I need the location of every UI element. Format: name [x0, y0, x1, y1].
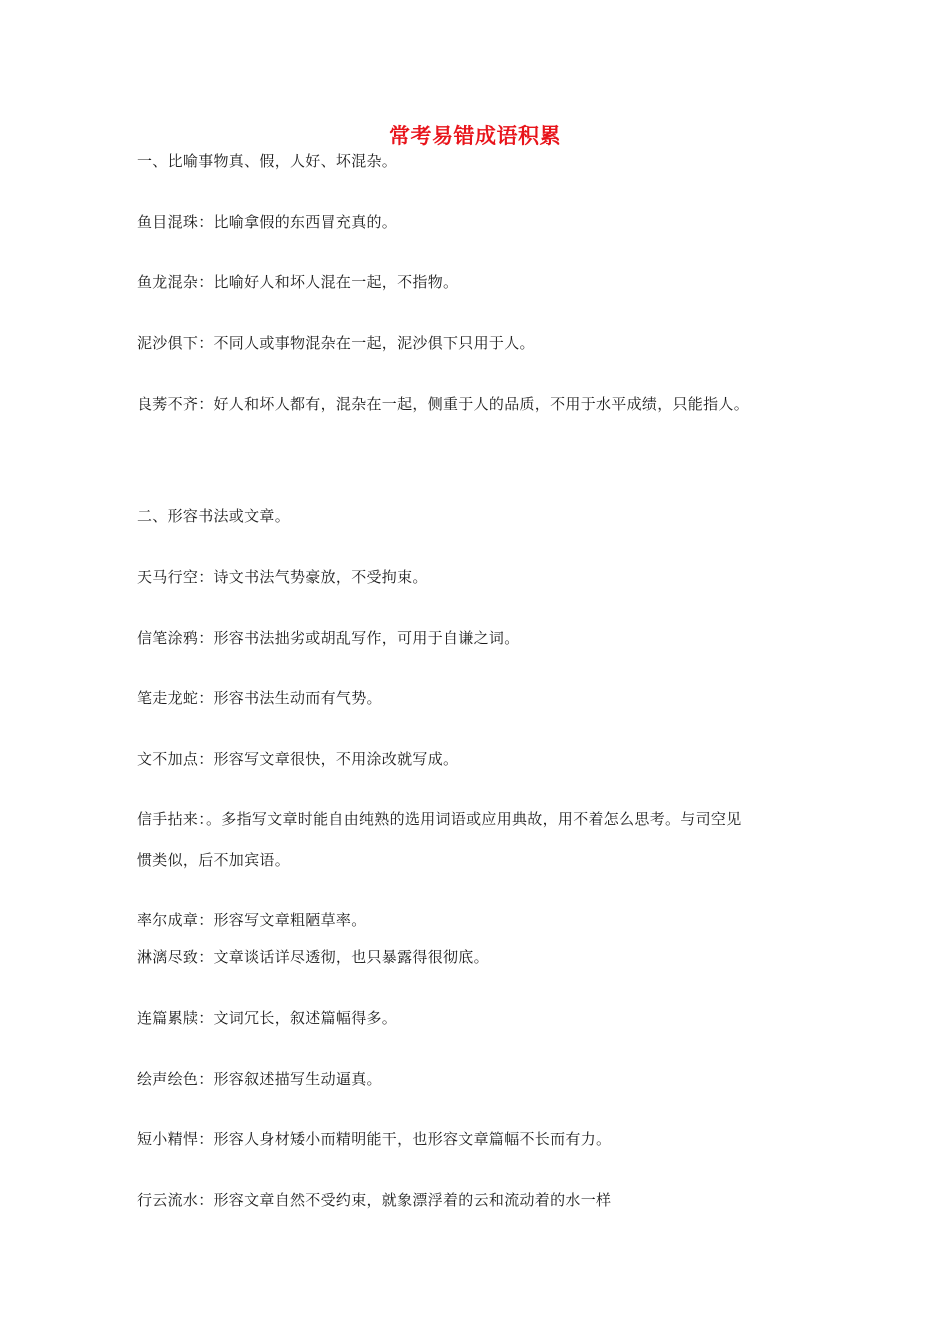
- idiom-entry: 天马行空：诗文书法气势豪放，不受拘束。: [137, 568, 428, 586]
- idiom-entry: 淋漓尽致：文章谈话详尽透彻，也只暴露得很彻底。: [137, 948, 489, 966]
- section-heading-2: 二、形容书法或文章。: [137, 507, 291, 525]
- idiom-entry: 短小精悍：形容人身材矮小而精明能干，也形容文章篇幅不长而有力。: [137, 1130, 612, 1148]
- idiom-entry: 信手拈来：。多指写文章时能自由纯熟的选用词语或应用典故，用不着怎么思考。与司空见: [137, 810, 742, 828]
- idiom-entry: 连篇累牍：文词冗长，叙述篇幅得多。: [137, 1009, 398, 1027]
- idiom-entry: 鱼龙混杂：比喻好人和坏人混在一起，不指物。: [137, 273, 459, 291]
- idiom-entry: 文不加点：形容写文章很快，不用涂改就写成。: [137, 750, 459, 768]
- idiom-entry: 绘声绘色：形容叙述描写生动逼真。: [137, 1070, 382, 1088]
- idiom-entry: 鱼目混珠：比喻拿假的东西冒充真的。: [137, 213, 398, 231]
- section-heading-1: 一、比喻事物真、假，人好、坏混杂。: [137, 152, 398, 170]
- idiom-entry: 行云流水：形容文章自然不受约束，就象漂浮着的云和流动着的水一样: [137, 1191, 612, 1209]
- idiom-entry: 泥沙俱下：不同人或事物混杂在一起，泥沙俱下只用于人。: [137, 334, 535, 352]
- idiom-entry: 率尔成章：形容写文章粗陋草率。: [137, 911, 367, 929]
- idiom-entry-continuation: 惯类似，后不加宾语。: [137, 851, 291, 869]
- idiom-entry: 信笔涂鸦：形容书法拙劣或胡乱写作，可用于自谦之词。: [137, 629, 520, 647]
- idiom-entry: 笔走龙蛇：形容书法生动而有气势。: [137, 689, 382, 707]
- document-title: 常考易错成语积累: [389, 123, 561, 148]
- idiom-entry: 良莠不齐：好人和坏人都有，混杂在一起，侧重于人的品质，不用于水平成绩，只能指人。: [137, 395, 750, 413]
